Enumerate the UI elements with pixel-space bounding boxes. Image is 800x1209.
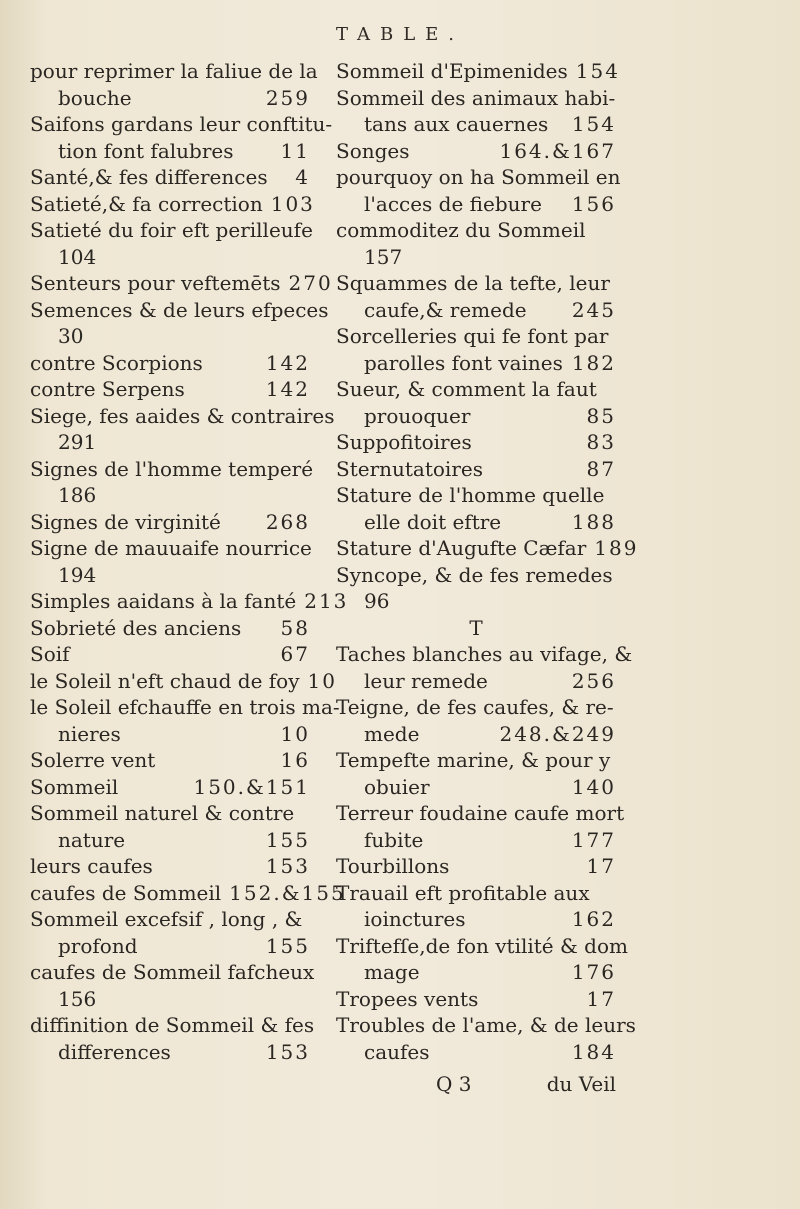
index-entry [30,774,310,801]
entry-text: Sommeil naturel & contre [30,801,295,825]
entry-text: Sternutatoires [336,456,483,481]
entry-line [30,191,315,218]
entry-line [336,906,616,933]
catchword: du Veil [546,1072,616,1096]
index-entry [30,641,310,668]
index-entry [336,85,616,138]
page-footer [336,1072,616,1096]
section-letter: T [469,615,483,640]
entry-text: tion font falubres [58,138,234,163]
entry-line [30,138,310,165]
entry-text: Simples aaidans à la fanté [30,589,297,613]
index-entry [336,482,616,535]
index-entry [30,58,318,111]
entry-line [336,853,616,880]
entry-line [30,747,310,774]
entry-line [336,588,616,615]
index-entry [30,456,314,509]
page-number: 87 [586,456,616,481]
entry-line [30,482,310,509]
entry-line [336,270,616,297]
page-number: 245 [571,297,616,322]
entry-line [30,535,310,562]
entry-text: pourquoy on ha Sommeil en [336,165,621,189]
entry-line [30,1039,310,1066]
page-number: 164.&167 [499,138,616,163]
page-number: 153 [265,1039,310,1064]
entry-text: Sueur, & comment la faut [336,377,597,401]
page-number: 155 [265,827,310,852]
entry-line [30,111,333,138]
index-entry [336,138,616,165]
entry-line [30,668,337,695]
page-number: 155 [265,933,310,958]
entry-line [336,1012,636,1039]
entry-line [336,111,616,138]
entry-text: obuier [364,774,430,799]
entry-text: bouche [58,85,132,110]
entry-line [30,933,310,960]
page-number: 140 [571,774,616,799]
entry-line [30,721,310,748]
index-entry [30,800,310,853]
entry-text: Soif [30,642,70,666]
entry-text: le Soleil efchauffe en trois ma- [30,695,340,719]
entry-text: Signes de virginité [30,509,221,534]
index-entry [30,164,310,191]
entry-line [30,403,335,430]
entry-text: Syncope, & de fes remedes [336,562,613,587]
page-number: 188 [571,509,616,534]
entry-line [30,853,310,880]
index-entry [336,376,616,429]
page-number: 189 [594,536,639,560]
page-number: 213 [304,589,349,613]
entry-text: Tropees vents [336,986,479,1011]
index-entry [30,959,315,1012]
entry-text: profond [58,933,138,958]
index-entry [336,562,616,615]
entry-text: Sobrieté des anciens [30,615,242,640]
entry-line [336,694,616,721]
index-entry [30,191,315,218]
index-entry [30,535,310,588]
entry-text: contre Scorpions [30,350,203,375]
index-entry [30,217,313,270]
entry-line [30,1012,315,1039]
entry-text: 194 [58,562,97,587]
index-entry [30,1012,315,1065]
entry-text: prouoquer [364,403,471,428]
entry-text: ioinctures [364,907,466,931]
entry-text: Siege, fes aaides & contraires [30,403,335,428]
entry-text: Saifons gardans leur conftitu- [30,112,333,136]
entry-text: caufe,& remede [364,297,527,322]
entry-text: Triftefſe,de fon vtilité & dom [336,933,628,958]
entry-text: Trauail eft profitable aux [336,880,590,905]
page-number: 16 [280,748,310,772]
entry-line [30,323,310,350]
entry-line [30,800,310,827]
entry-text: Troubles de l'ame, & de leurs [336,1013,636,1037]
entry-text: Satieté,& fa correction [30,191,263,216]
entry-text: 157 [364,244,403,269]
entry-text: Songes [336,138,410,163]
entry-text: 186 [58,483,97,507]
entry-line [336,323,616,350]
index-entry [30,853,310,880]
entry-line [30,827,310,854]
entry-line [30,615,310,642]
entry-line [336,456,616,483]
page-number: 83 [586,430,616,454]
entry-text: caufes de Sommeil [30,880,222,905]
entry-line [336,933,628,960]
index-entry [30,376,310,403]
entry-text: elle doit eftre [364,509,502,534]
page-number: 103 [270,191,315,216]
entry-line [336,721,616,748]
index-entry [30,403,335,456]
index-entry [336,747,616,800]
entry-line [30,244,310,271]
entry-line [336,297,616,324]
index-entry [30,615,310,642]
entry-text: Sommeil excefsif , long , & [30,907,303,931]
entry-line [336,191,616,218]
index-entry [336,694,616,747]
entry-text: leurs caufes [30,854,153,878]
index-entry [336,880,616,933]
entry-line [336,1039,616,1066]
page-number: 177 [571,827,616,852]
page-number: 10 [280,721,310,746]
left-column [30,58,349,1065]
entry-text: Signe de mauuaife nourrice [30,536,312,560]
entry-line [336,58,620,85]
index-entry [30,694,340,747]
entry-text: 96 [364,589,390,613]
entry-text: le Soleil n'eft chaud de foy [30,668,300,693]
page-number: 184 [571,1039,616,1064]
page-number: 154 [571,112,616,136]
entry-text: Stature d'Augufte Cæfar [336,536,587,560]
entry-text: Tempefte marine, & pour y [336,748,611,772]
right-column [336,58,639,1065]
entry-text: Stature de l'homme quelle [336,483,605,507]
entry-text: diffinition de Sommeil & fes [30,1013,315,1037]
entry-line [30,774,310,801]
page-number: 270 [288,271,333,295]
entry-line [30,376,310,403]
entry-text: mede [364,721,420,746]
page-number: 67 [280,642,310,666]
entry-text: Suppofitoires [336,430,472,454]
entry-text: l'acces de fiebure [364,191,542,216]
entry-line [30,906,310,933]
entry-text: Santé,& fes differences [30,165,268,189]
index-entry [336,535,639,562]
index-entry [336,323,616,376]
page-number: 256 [571,668,616,693]
entry-text: Senteurs pour veftemēts [30,271,281,295]
entry-text: contre Serpens [30,377,185,401]
entry-line [336,535,639,562]
index-entry [30,111,333,164]
entry-line [336,244,616,271]
entry-text: Semences & de leurs efpeces [30,297,329,322]
entry-text: Teigne, de fes caufes, & re- [336,695,614,719]
index-entry [30,297,329,350]
entry-line [30,217,313,244]
index-entry [336,270,616,323]
entry-line [336,800,625,827]
index-entry [336,1012,636,1065]
page-number: 268 [265,509,310,534]
entry-line [30,509,310,536]
entry-line [336,880,616,907]
index-entry [336,986,616,1013]
page-number: 259 [265,85,310,110]
index-entry [336,853,616,880]
entry-text: parolles font vaines [364,350,563,375]
entry-line [336,774,616,801]
index-entry [336,429,616,456]
page-number: 58 [280,615,310,640]
index-entry [336,933,628,986]
entry-line [30,986,310,1013]
page-number: 4 [295,165,310,189]
entry-line [30,562,310,589]
entry-text: differences [58,1039,171,1064]
index-entry [30,906,310,959]
entry-text: Squammes de la tefte, leur [336,271,610,295]
entry-text: Terreur foudaine caufe mort [336,801,625,825]
entry-text: Tourbillons [336,854,450,878]
entry-line [336,85,616,112]
index-entry [30,588,349,615]
entry-text: Sorcelleries qui fe font par [336,324,609,348]
entry-line [30,58,318,85]
entry-text: fubite [364,827,424,852]
index-entry [30,509,310,536]
entry-text: 156 [58,986,97,1011]
entry-line [336,350,616,377]
entry-text: Taches blanches au vifage, & [336,642,633,666]
entry-line [336,509,616,536]
page-number: 152.&155 [229,880,346,905]
entry-line [336,986,616,1013]
entry-line [336,641,633,668]
entry-line [336,482,616,509]
entry-text: 104 [58,244,97,269]
index-entry [336,641,633,694]
index-entry [336,800,625,853]
entry-text: commoditez du Sommeil [336,218,586,242]
entry-text: caufes de Sommeil fafcheux [30,960,315,984]
entry-text: Signes de l'homme temperé [30,456,314,481]
index-entry [30,880,346,907]
entry-line [30,959,315,986]
index-entry [336,164,621,217]
page-number: 176 [571,960,616,984]
entry-text: Satieté du foir eft perilleufe [30,218,313,242]
signature-mark: Q 3 [436,1072,472,1096]
entry-text: 30 [58,324,84,348]
entry-line [30,164,310,191]
entry-text: Sommeil des animaux habi- [336,85,616,110]
entry-line [336,668,616,695]
page-number: 17 [586,986,616,1011]
entry-text: mage [364,960,420,984]
index-entry [336,456,616,483]
entry-line [30,880,346,907]
entry-line [336,827,616,854]
entry-line [30,641,310,668]
page-number: 10 [307,668,337,693]
entry-line [336,403,616,430]
entry-text: nieres [58,721,121,746]
entry-text: caufes [364,1039,430,1064]
page-number: 11 [280,138,310,163]
index-entry [30,350,310,377]
entry-line [30,694,340,721]
running-head: TABLE. [335,24,465,45]
page-number: 153 [265,854,310,878]
entry-line [30,270,333,297]
entry-text: nature [58,827,126,852]
entry-line [336,138,616,165]
entry-line [30,429,310,456]
entry-text: Solerre vent [30,748,156,772]
entry-line [30,350,310,377]
entry-text: 291 [58,430,97,454]
entry-text: tans aux cauernes [364,112,549,136]
page-number: 248.&249 [499,721,616,746]
index-entry [30,270,333,297]
entry-line [30,456,314,483]
entry-line [30,588,349,615]
page-number: 162 [571,907,616,931]
page-number: 156 [571,191,616,216]
entry-line [336,562,616,589]
entry-line [336,959,616,986]
entry-line [336,429,616,456]
index-entry [336,58,620,85]
entry-line [336,747,616,774]
index-entry [336,217,616,270]
index-entry [30,747,310,774]
page-number: 17 [586,854,616,878]
entry-line [30,85,310,112]
entry-text: pour reprimer la faliue de la [30,59,318,83]
page-number: 85 [586,403,616,428]
index-entry [30,668,337,695]
page-number: 182 [571,350,616,375]
entry-text: Sommeil [30,774,119,799]
entry-text: Sommeil d'Epimenides [336,59,568,83]
page-number: 150.&151 [193,774,310,799]
page-number: 142 [265,350,310,375]
entry-line [336,376,616,403]
entry-line [30,297,329,324]
entry-line [336,164,621,191]
entry-text: leur remede [364,668,488,693]
entry-line [336,217,616,244]
page-number: 142 [265,377,310,401]
page-number: 154 [575,59,620,83]
